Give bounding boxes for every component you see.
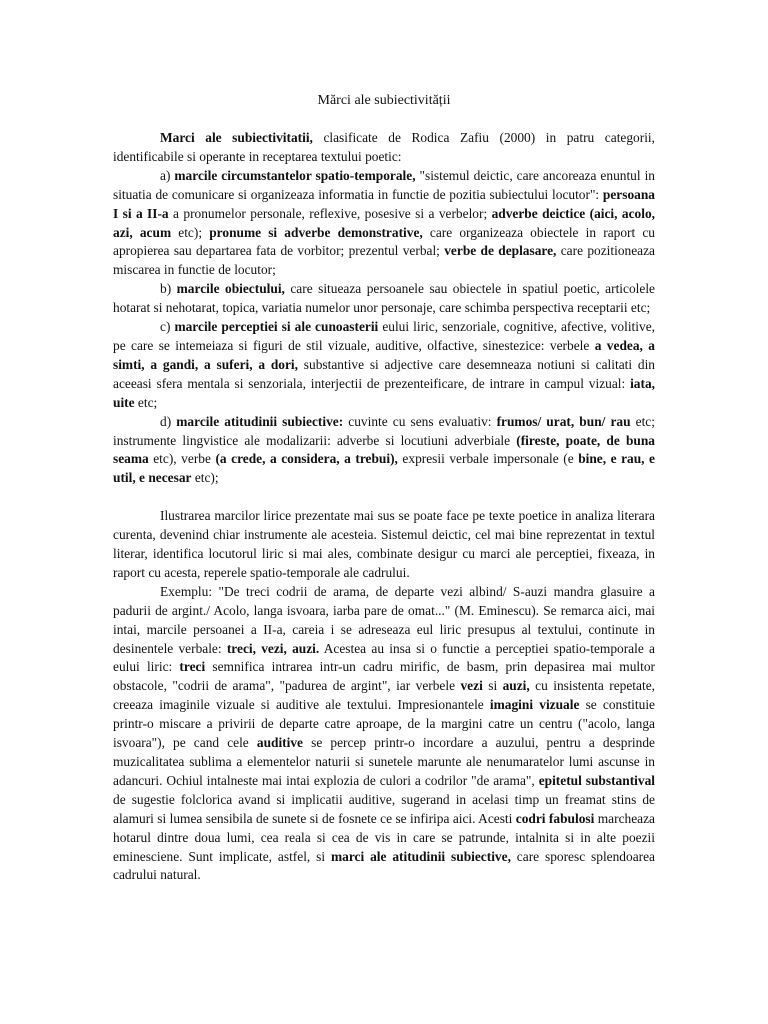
- text-run: etc; instrumente lingvistice ale modalizarii: adverbe si locutiuni adverbiale: [113, 413, 655, 448]
- text-run: marcheaza hotarul dintre doua lumi, cea reala si cea de vis in care se patrunde, intalnita si in alte poezii eminesciene. Sunt implicate, astfel, si: [113, 810, 655, 864]
- bold-term: Marci ale subiectivitatii,: [160, 130, 313, 145]
- bold-term: treci, vezi, auzi.: [226, 640, 320, 656]
- text-run: a): [160, 167, 175, 183]
- bold-term: (fireste, poate, de buna seama: [113, 432, 656, 467]
- text-run: b): [160, 281, 177, 297]
- bold-term: marci ale atitudinii subiective,: [330, 848, 511, 864]
- bold-term: a vedea, a simti, a gandi, a suferi, a dori,: [113, 337, 655, 372]
- bold-term: frumos/ urat, bun/ rau: [496, 413, 631, 429]
- text-run: care organizeaza obiectele in raport cu apropierea sau departarea fata de vorbitor; prezentul verbal;: [113, 224, 655, 259]
- text-run: de sugestie folclorica avand si implicatii auditive, sugerand in acelasi timp un freamat stins de alamuri si lumea sensibila de sunete si de fosnete ce se infiripa aici. Acesti: [113, 791, 655, 826]
- bold-term: auditive: [256, 735, 304, 751]
- text-run: care sporesc splendoarea cadrului natural.: [113, 848, 655, 883]
- bold-term: marcile circumstantelor spatio-temporale,: [174, 167, 416, 183]
- text-run: Exemplu: "De treci codrii de arama, de departe vezi albind/ S-auzi mandra glasuire a padurii de argint./ Acolo, langa isvoara, iarba pare de omat..." (M. Eminescu). Se remarca aici, mai intai, marcile persoanei a II-a, careia i se adreseaza eul liric presupus al textului, continute in desinentele verbale:: [113, 583, 655, 656]
- text-run: etc;: [134, 394, 158, 410]
- bold-term: auzi,: [502, 678, 530, 694]
- bold-term: bine, e rau, e util, e necesar: [113, 451, 656, 486]
- bold-term: marcile obiectului,: [176, 281, 285, 297]
- bold-term: marcile perceptiei si ale cunoasterii: [174, 319, 379, 335]
- bold-term: iata, uite: [113, 375, 655, 410]
- text-run: eului liric, senzoriale, cognitive, afective, volitive, pe care se intemeiaza si figuri de stil vizuale, auditive, olfactive, sinestezice: verbele: [113, 319, 655, 353]
- bold-term: codri fabulosi: [515, 810, 595, 826]
- text-run: Ilustrarea marcilor lirice prezentate mai sus se poate face pe texte poetice in analiza literara curenta, devenind chiar instrumente ale acesteia. Sistemul deictic, cel mai bine reprezentat in textul literar, identifica locutorul liric si mai ales, combinate desigur cu marci ale perceptiei, fixeaza, in raport cu acesta, reperele spatio-temporale ale cadrului.: [113, 508, 655, 580]
- bold-term: (a crede, a considera, a trebui),: [215, 451, 398, 467]
- text-run: expresii verbale impersonale (e: [397, 451, 579, 467]
- text-run: c): [160, 319, 175, 335]
- text-run: cuvinte cu sens evaluativ:: [343, 413, 497, 429]
- text-run: care pozitioneaza miscarea in functie de locutor;: [113, 243, 655, 278]
- text-run: etc);: [191, 470, 219, 486]
- bold-term: treci: [179, 659, 206, 675]
- paragraph-item-a: [113, 167, 655, 280]
- text-run: se constituie printr-o miscare a privirii de departe catre aproape, de la margini catre un centru ("acolo, langa isvoara"), pe cand cele: [113, 697, 655, 751]
- paragraph-item-d: [113, 413, 655, 489]
- text-run: "sistemul deictic, care ancoreaza enuntul in situatia de comunicare si organizeaza informatia in functie de pozitia subiectului locutor":: [113, 167, 655, 202]
- text-run: Acestea au insa si o functie a perceptiei spatio-temporale a eului liric:: [113, 640, 655, 675]
- text-run: etc);: [171, 224, 210, 240]
- bold-term: marcile atitudinii subiective:: [176, 413, 344, 429]
- paragraph-intro: [113, 129, 655, 167]
- bold-term: pronume si adverbe demonstrative,: [209, 224, 423, 240]
- text-run: semnifica intrarea intr-un cadru mirific, de basm, prin depasirea mai multor obstacole, "codrii de arama", "padurea de argint", iar verbele: [113, 659, 655, 694]
- bold-term: verbe de deplasare,: [444, 243, 557, 259]
- bold-term: epitetul substantival: [538, 772, 655, 788]
- text-run: substantive si adjective care desemneaza notiuni si calitati din aceeasi sfera mentala si senzoriala, interjectii de prezenteificare, de intrare in campul vizual:: [113, 356, 655, 391]
- bold-term: persoana I si a II-a: [113, 186, 655, 221]
- paragraph-example: [113, 583, 655, 886]
- document-title: Mărci ale subiectivității: [317, 93, 451, 108]
- paragraph-item-c: [113, 318, 655, 413]
- text-run: a pronumelor personale, reflexive, posesive si a verbelor;: [168, 205, 492, 221]
- text-run: si: [482, 678, 503, 694]
- text-run: d): [160, 413, 177, 429]
- bold-term: imagini vizuale: [489, 697, 580, 713]
- text-run: care situeaza persoanele sau obiectele in spatiul poetic, articolele hotarat si nehotarat, topica, variatia numelor unor personaje, care schimba perspectiva receptarii etc;: [113, 281, 655, 316]
- text-run: clasificate de Rodica Zafiu (2000) in patru categorii, identificabile si operante in receptarea textului poetic:: [113, 130, 655, 164]
- bold-term: vezi: [460, 678, 483, 694]
- document-body: [113, 129, 655, 885]
- text-run: se percep printr-o incordare a auzului, pentru a desprinde muzicalitatea sublima a elementelor naturii si sunetele marunte ale nenumaratelor lumi ascunse in adancuri. Ochiul intalneste mai intai explozia de culori a codrilor "de arama",: [113, 735, 655, 788]
- paragraph-item-b: [113, 280, 655, 318]
- text-run: cu insistenta repetate, creeaza imaginile vizuale si auditive ale textului. Impresionantele: [113, 678, 655, 713]
- bold-term: adverbe deictice (aici, acolo, azi, acum: [113, 205, 656, 240]
- paragraph-illustration: [113, 507, 655, 583]
- text-run: etc), verbe: [148, 451, 216, 467]
